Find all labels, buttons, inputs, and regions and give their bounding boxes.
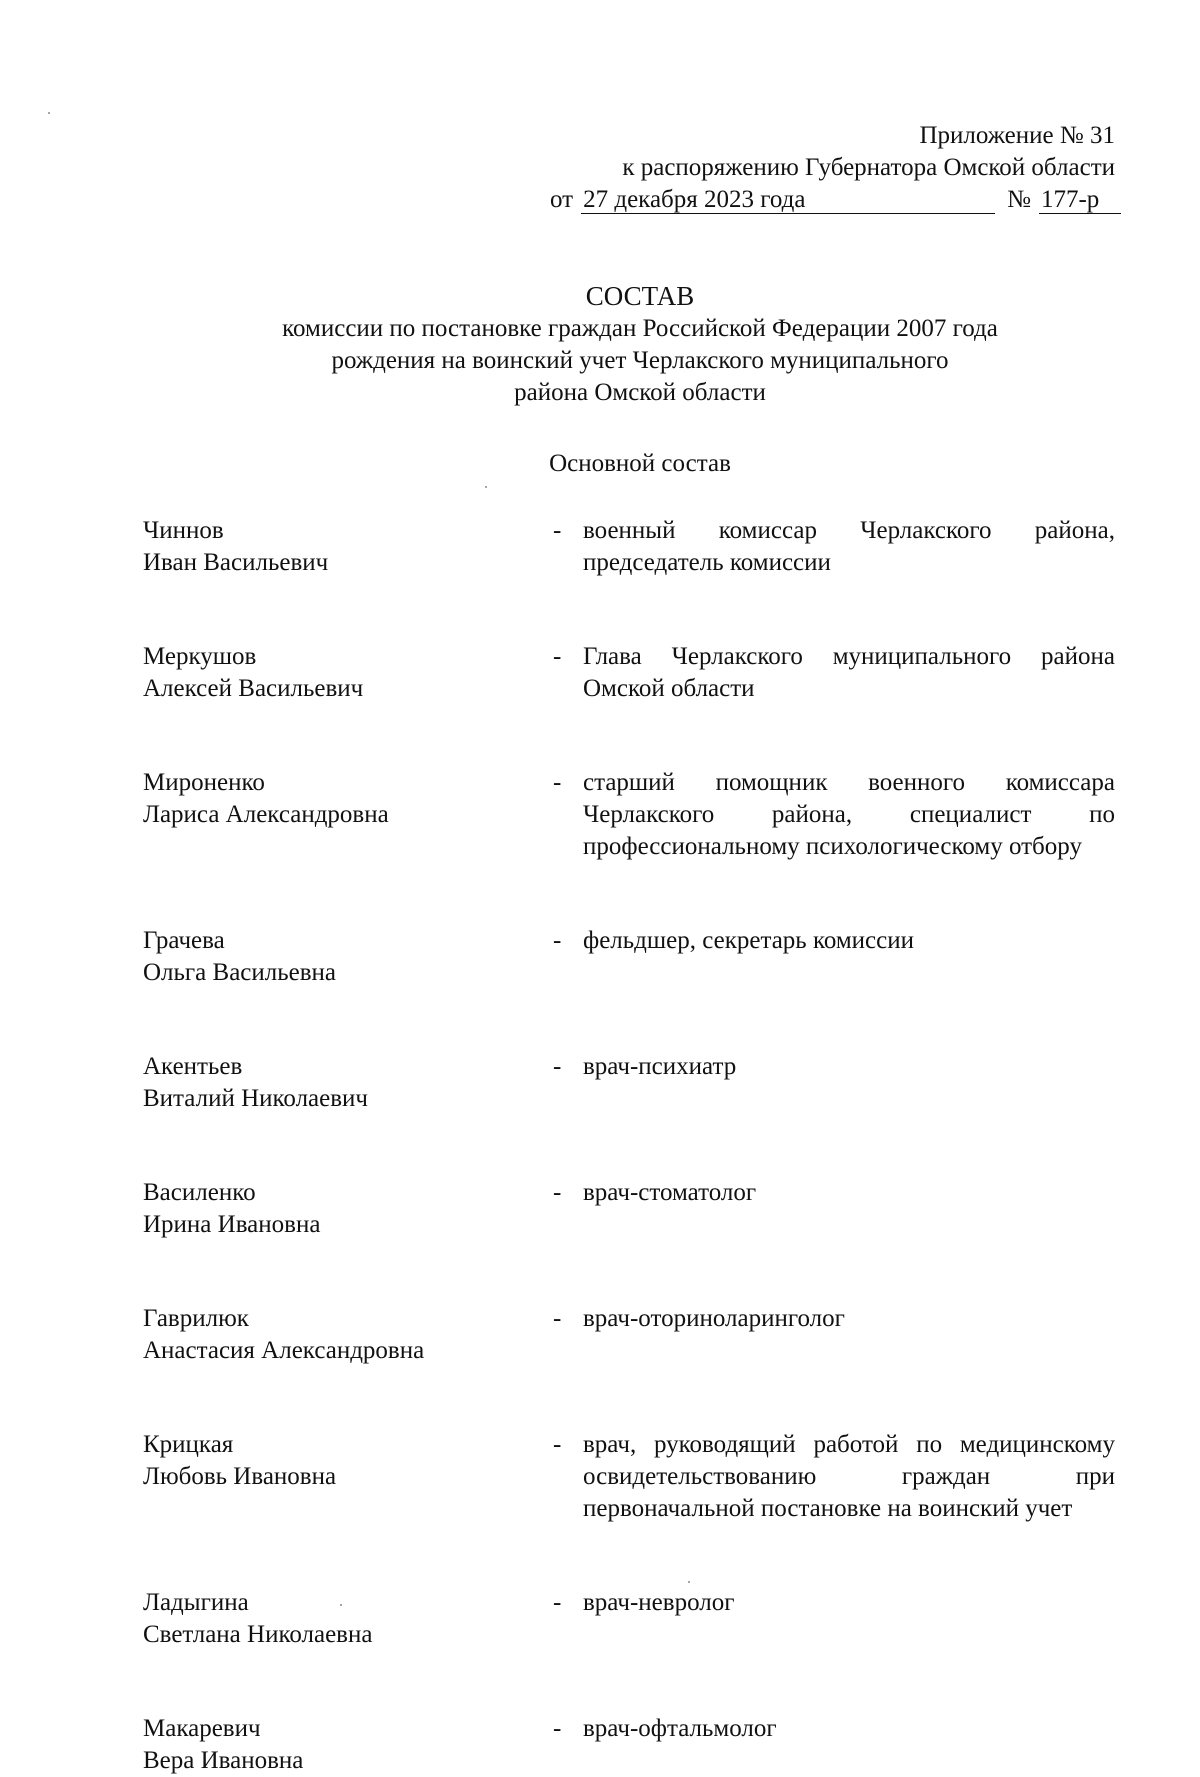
section-heading: Основной состав [549, 450, 731, 477]
member-given-names: Виталий Николаевич [143, 1085, 368, 1112]
member-surname: Мироненко [143, 769, 265, 796]
member-role: военный комиссар Черлакского района, председатель комиссии [583, 517, 1115, 576]
member-given-names: Анастасия Александровна [143, 1337, 425, 1364]
member-given-names: Лариса Александровна [143, 801, 389, 828]
appendix-header [550, 120, 1115, 216]
member-dash: - [553, 1305, 562, 1332]
member-row [143, 925, 1115, 989]
member-dash: - [553, 1431, 562, 1458]
member-role: врач-офтальмолог [583, 1715, 777, 1742]
scan-speck [688, 1581, 690, 1583]
member-name [143, 1177, 553, 1241]
member-row [143, 1587, 1115, 1651]
member-given-names: Алексей Васильевич [143, 675, 364, 702]
member-row [143, 1177, 1115, 1241]
member-name [143, 515, 553, 579]
member-dash: - [553, 927, 562, 954]
member-given-names: Вера Ивановна [143, 1747, 304, 1774]
appendix-date-line [550, 184, 1115, 216]
member-dash: - [553, 643, 562, 670]
member-surname: Ладыгина [143, 1589, 249, 1616]
member-name [143, 1587, 553, 1651]
member-role: Глава Черлакского муниципального района Омской области [583, 643, 1115, 702]
scan-speck [485, 486, 487, 488]
member-row [143, 1303, 1115, 1367]
member-surname: Василенко [143, 1179, 256, 1206]
member-name [143, 1303, 553, 1367]
member-surname: Гаврилюк [143, 1305, 249, 1332]
member-dash: - [553, 769, 562, 796]
scan-speck [340, 1604, 342, 1606]
member-dash: - [553, 517, 562, 544]
subtitle-line: комиссии по постановке граждан Российской Федерации 2007 года [282, 315, 998, 342]
member-row [143, 1429, 1115, 1525]
member-surname: Меркушов [143, 643, 257, 670]
member-name [143, 1429, 553, 1525]
member-surname: Акентьев [143, 1053, 243, 1080]
member-row [143, 1051, 1115, 1115]
members-list [143, 515, 1115, 1777]
number-label: № [1007, 186, 1031, 213]
member-role: врач-оториноларинголог [583, 1305, 845, 1332]
member-role: фельдшер, секретарь комиссии [583, 927, 915, 954]
member-name [143, 925, 553, 989]
from-label: от [550, 186, 574, 213]
member-surname: Крицкая [143, 1431, 234, 1458]
member-name [143, 1051, 553, 1115]
member-role: врач, руководящий работой по медицинскому освидетельствованию граждан при первоначальной постановке на воинский учет [583, 1431, 1115, 1522]
scan-speck [48, 112, 50, 114]
document-subtitle [0, 313, 1200, 409]
appendix-number: Приложение № 31 [919, 122, 1115, 149]
member-given-names: Любовь Ивановна [143, 1463, 337, 1490]
member-row [143, 515, 1115, 579]
member-dash: - [553, 1715, 562, 1742]
subtitle-line: рождения на воинский учет Черлакского муниципального [331, 347, 949, 374]
member-given-names: Иван Васильевич [143, 549, 329, 576]
member-role: врач-стоматолог [583, 1179, 757, 1206]
member-dash: - [553, 1589, 562, 1616]
member-name [143, 767, 553, 863]
member-role: врач-невролог [583, 1589, 735, 1616]
order-number: 177-р [1039, 187, 1121, 214]
member-dash: - [553, 1179, 562, 1206]
member-surname: Чиннов [143, 517, 224, 544]
member-role: старший помощник военного комиссара Черлакского района, специалист по профессиональному психологическому отбору [583, 769, 1115, 860]
member-role: врач-психиатр [583, 1053, 737, 1080]
member-surname: Макаревич [143, 1715, 261, 1742]
member-row [143, 1713, 1115, 1777]
member-given-names: Ирина Ивановна [143, 1211, 321, 1238]
appendix-reference: к распоряжению Губернатора Омской области [622, 154, 1115, 181]
document-title: СОСТАВ [585, 281, 695, 311]
member-given-names: Светлана Николаевна [143, 1621, 373, 1648]
member-dash: - [553, 1053, 562, 1080]
member-row [143, 767, 1115, 863]
member-name [143, 641, 553, 705]
subtitle-line: района Омской области [514, 379, 766, 406]
member-name [143, 1713, 553, 1777]
member-surname: Грачева [143, 927, 225, 954]
member-row [143, 641, 1115, 705]
member-given-names: Ольга Васильевна [143, 959, 337, 986]
order-date: 27 декабря 2023 года [581, 187, 995, 214]
